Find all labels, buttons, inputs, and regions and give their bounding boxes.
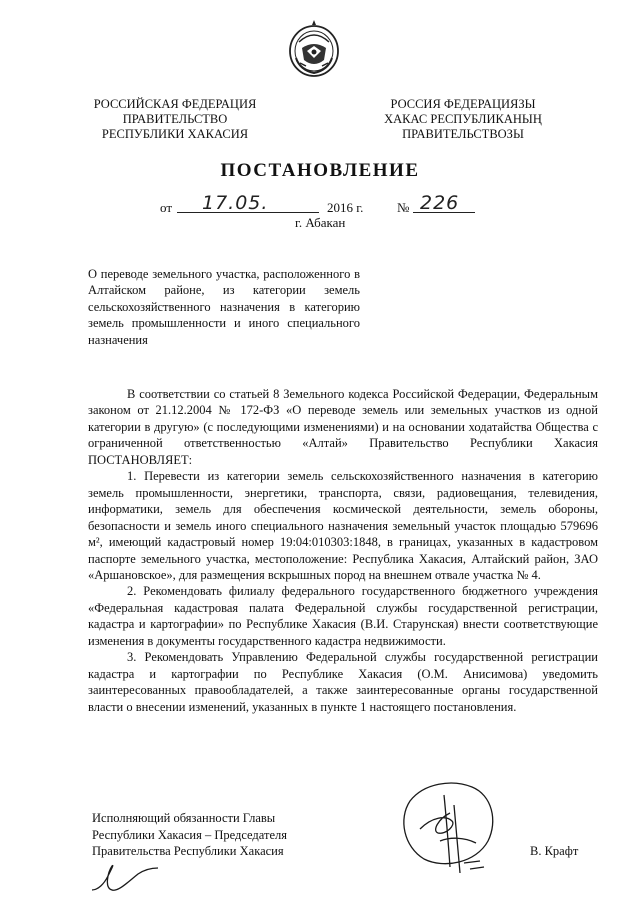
date-prefix: от bbox=[160, 200, 173, 215]
body-paragraph: 3. Рекомендовать Управлению Федеральной службы государственной регистрации кадастра и картографии по Республике Хакасия (О.М. Анисимова) уведомить заинтересованных правообладателей, а также заинтересованные органы государственной власти о внесении изменений, указанных в пункте 1 настоящего постановления. bbox=[88, 650, 598, 714]
body-paragraph: 2. Рекомендовать филиалу федерального государственного бюджетного учреждения «Федеральная кадастровая палата Федеральной службы государственной регистрации, кадастра и картографии» по Республике Хакасия (В.И. Старунская) внести соответствующие изменения в документы государственного кадастра недвижимости. bbox=[88, 584, 598, 648]
header-right-line: РОССИЯ ФЕДЕРАЦИЯЗЫ bbox=[390, 97, 536, 111]
coat-of-arms-emblem bbox=[286, 18, 342, 78]
number-handwritten: 226 bbox=[420, 192, 460, 214]
header-left-line: РЕСПУБЛИКИ ХАКАСИЯ bbox=[101, 127, 249, 141]
document-body bbox=[88, 386, 598, 715]
date-handwritten: 17.05. bbox=[202, 192, 269, 214]
signature-position-line: Исполняющий обязанности Главы bbox=[92, 811, 276, 825]
header-left-line: РОССИЙСКАЯ ФЕДЕРАЦИЯ bbox=[93, 97, 257, 111]
header-right-line: ХАКАС РЕСПУБЛИКАНЫҢ bbox=[384, 112, 542, 126]
margin-initials-mark bbox=[88, 860, 168, 900]
signatory-name: В. Крафт bbox=[530, 844, 579, 858]
signature-position-line: Правительства Республики Хакасия bbox=[92, 844, 284, 858]
city-text: г. Абакан bbox=[295, 215, 346, 230]
body-paragraph: 1. Перевести из категории земель сельскохозяйственного назначения в категорию земель промышленности, энергетики, транспорта, связи, радиовещания, телевидения, информатики, земель для обеспечения космической деятельности, земель обороны, безопасности и земель иного специального назначения земельный участок площадью 579696 м², имеющий кадастровый номер 19:04:010303:1848, в границах, указанных в кадастровом паспорте земельного участка, местоположение: Республика Хакасия, Алтайский район, ЗАО «Аршановское», для размещения вскрышных пород на внешнем отвале участка № 4. bbox=[88, 469, 598, 582]
header-left-line: ПРАВИТЕЛЬСТВО bbox=[122, 112, 228, 126]
body-paragraph: В соответствии со статьей 8 Земельного кодекса Российской Федерации, Федеральным законом от 21.12.2004 № 172-ФЗ «О переводе земель или земельных участков из одной категории в другую» (с последующими изменениями) и на основании ходатайства Общества с ограниченной ответственностью «Алтай» Правительство Республики Хакасия ПОСТАНОВЛЯЕТ: bbox=[88, 387, 598, 467]
document-title: ПОСТАНОВЛЕНИЕ bbox=[220, 160, 420, 181]
header-right-line: ПРАВИТЕЛЬСТВОЗЫ bbox=[402, 127, 524, 141]
handwritten-signature bbox=[380, 775, 510, 880]
header-left bbox=[80, 97, 270, 142]
document-subject: О переводе земельного участка, расположенного в Алтайском районе, из категории земель сельскохозяйственного назначения в категорию земель промышленности и иного специального назначения bbox=[88, 267, 360, 347]
signature-position-line: Республики Хакасия – Председателя bbox=[92, 827, 288, 842]
year-text: 2016 г. bbox=[327, 200, 364, 215]
header-right bbox=[368, 97, 558, 142]
number-label: № bbox=[397, 200, 410, 215]
signature-position bbox=[92, 810, 352, 860]
